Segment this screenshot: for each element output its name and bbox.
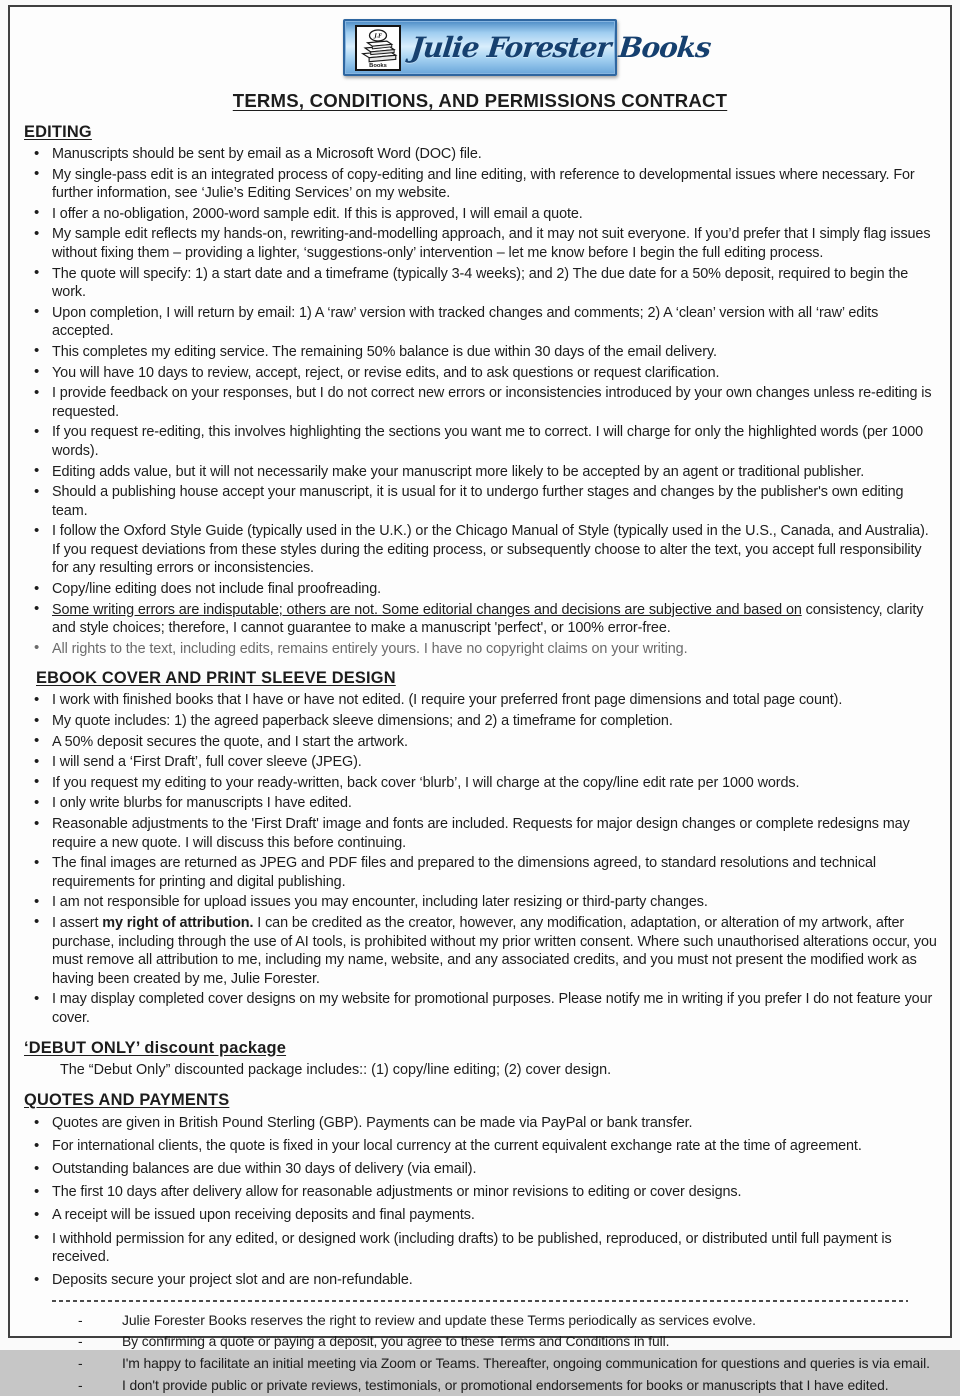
text-run: I only write blurbs for manuscripts I have edited. [52, 795, 352, 812]
text-run: Outstanding balances are due within 30 days of delivery (via email). [52, 1161, 477, 1178]
doc-title [16, 90, 944, 112]
section-heading-ebook-cover: EBOOK COVER AND PRINT SLEEVE DESIGN [36, 669, 396, 688]
text-run: A receipt will be issued upon receiving deposits and final payments. [52, 1207, 475, 1224]
section-heading-editing: EDITING [24, 123, 92, 141]
bullet-item [16, 423, 940, 460]
text-run: Reasonable adjustments to the 'First Draft' image and fonts are included. Requests for major design changes or complete redesigns may require a new quote. I will discuss this before continuing. [52, 816, 910, 851]
text-run: The quote will specify: 1) a start date and a timeframe (typically 3-4 weeks); and 2) The due date for a 50% deposit, required to begin the work. [52, 265, 909, 301]
footnote-item: - By confirming a quote or paying a deposit, you agree to these Terms and Conditions in full. [16, 1331, 944, 1353]
bullet-list [16, 1114, 944, 1290]
books-stack-icon [355, 25, 401, 71]
footnote-item: - I don't provide public or private reviews, testimonials, or promotional endorsements for books or manuscripts that I have edited. [16, 1375, 944, 1396]
bullet-item [16, 343, 940, 362]
text-run: For international clients, the quote is fixed in your local currency at the current equivalent exchange rate at the time of agreement. [52, 1138, 862, 1155]
section-debut-only [16, 1039, 944, 1080]
text-run: I assert [52, 914, 103, 931]
sections [16, 123, 944, 1290]
text-run: My quote includes: 1) the agreed paperback sleeve dimensions; and 2) a timeframe for completion. [52, 713, 673, 730]
text-run: My sample edit reflects my hands-on, rewriting-and-modelling approach, and it may not suit everyone. If you’d prefer that I simply flag issues without fixing them – providing a lighter, ‘suggestions-only’ intervention – let me know before I begin the full editing process. [52, 226, 931, 261]
text-run: Quotes are given in British Pound Sterling (GBP). Payments can be made via PayPal or bank transfer. [52, 1115, 693, 1132]
doc-header [16, 19, 944, 112]
logo-monogram: J.F [374, 33, 382, 39]
text-run: my right of attribution. [102, 914, 254, 931]
text-run: I withhold permission for any edited, or designed work (including drafts) to be published, reproduced, or distributed until full payment is received. [52, 1230, 892, 1266]
bullet-item [16, 483, 940, 520]
bullet-item [16, 990, 940, 1027]
bullet-item [16, 893, 940, 912]
bullet-item [16, 854, 940, 891]
bullet-item [16, 304, 940, 341]
text-run: If you request my editing to your ready-written, back cover ‘blurb’, I will charge at the copy/line edit rate per 1000 words. [52, 774, 800, 791]
bullet-item [16, 580, 940, 599]
text-run: This completes my editing service. The remaining 50% balance is due within 30 days of the email delivery. [52, 343, 717, 360]
section-paragraph: The “Debut Only” discounted package includes:: (1) copy/line editing; (2) cover design. [60, 1061, 612, 1078]
bullet-item [16, 1230, 940, 1267]
bullet-item [16, 166, 940, 203]
bullet-item [16, 774, 940, 793]
text-run: Should a publishing house accept your manuscript, it is usual for it to undergo further stages and changes by the publisher's own editing team. [52, 484, 904, 519]
section-heading-quotes-payments: QUOTES AND PAYMENTS [24, 1090, 230, 1109]
bullet-item [16, 914, 940, 988]
text-run: I am not responsible for upload issues you may encounter, including later resizing or third-party changes. [52, 894, 708, 911]
bullet-item [16, 384, 940, 421]
bullet-item [16, 601, 940, 638]
bullet-item [16, 205, 940, 224]
text-run: I offer a no-obligation, 2000-word sample edit. If this is approved, I will email a quote. [52, 205, 583, 222]
text-run: You will have 10 days to review, accept, reject, or revise edits, and to ask questions or request clarification. [52, 364, 720, 381]
text-run: Manuscripts should be sent by email as a Microsoft Word (DOC) file. [52, 146, 482, 162]
bullet-item [16, 691, 940, 710]
section-editing [16, 123, 944, 658]
doc-title-text: TERMS, CONDITIONS, AND PERMISSIONS CONTRACT [232, 90, 728, 111]
bullet-item [16, 145, 940, 164]
text-run: The first 10 days after delivery allow for reasonable adjustments or minor revisions to editing or cover designs. [52, 1184, 742, 1201]
text-run: I provide feedback on your responses, but I do not correct new errors or inconsistencies introduced by your own changes unless re-editing is requested. [52, 385, 932, 420]
bullet-item [16, 1160, 940, 1179]
bullet-item [16, 794, 940, 813]
text-run: If you request re-editing, this involves highlighting the sections you want me to correct. I will charge for only the highlighted words (per 1000 words). [52, 424, 923, 459]
text-run: The final images are returned as JPEG and PDF files and prepared to the dimensions agreed, to standard resolutions and technical requirements for printing and digital publishing. [52, 855, 876, 890]
bullet-item [16, 712, 940, 731]
text-run: Copy/line editing does not include final proofreading. [52, 581, 382, 598]
bullet-list [16, 145, 944, 658]
bullet-item [16, 753, 940, 772]
bullet-item [16, 640, 940, 659]
bullet-item [16, 733, 940, 752]
bullet-list [16, 691, 944, 1027]
text-run: Editing adds value, but it will not necessarily make your manuscript more likely to be accepted by an agent or traditional publisher. [52, 463, 865, 480]
footnote-item: - Julie Forester Books reserves the right to review and update these Terms periodically as services evolve. [16, 1310, 944, 1332]
text-run: Deposits secure your project slot and are non-refundable. [52, 1272, 413, 1289]
text-run: consistency, clarity and style choices; therefore, I cannot guarantee to make a manuscript 'perfect', or 100% error-free. [52, 601, 924, 637]
logo-books-label: Books [369, 62, 387, 69]
dashed-separator [52, 1300, 908, 1302]
bullet-item [16, 1271, 940, 1290]
section-ebook-cover [16, 669, 944, 1027]
text-run: I may display completed cover designs on my website for promotional purposes. Please notify me in writing if you prefer I do not feature your cover. [52, 991, 933, 1026]
section-quotes-payments [16, 1091, 944, 1290]
logo-banner [343, 19, 712, 76]
text-run: My single-pass edit is an integrated process of copy-editing and line editing, with reference to developmental issues where necessary. For further information, see ‘Julie’s Editing Services’ on my website. [52, 166, 915, 202]
text-run: I can be credited as the creator, however, any modification, adaptation, or alteration of my artwork, after purchase, including through the use of AI tools, is prohibited without my prior written consent. Where such unauthorised alterations occur, you must remove all attribution to me, including my name, website, and any associated credits, and you must not present the modified work as having been created by me, Julie Forester. [52, 914, 937, 987]
bullet-item [16, 1183, 940, 1202]
text-run: I will send a ‘First Draft’, full cover sleeve (JPEG). [52, 754, 362, 771]
doc-footer [16, 1300, 944, 1396]
bullet-item [16, 815, 940, 852]
text-run: Some writing errors are indisputable; others are not. Some editorial changes and decisions are subjective and based on [52, 601, 802, 618]
text-run: All rights to the text, including edits, remains entirely yours. I have no copyright claims on your writing. [52, 640, 688, 657]
bullet-item [16, 522, 940, 578]
bullet-item [16, 463, 940, 482]
bullet-item [16, 225, 940, 262]
section-heading-debut-only: ‘DEBUT ONLY’ discount package [24, 1038, 287, 1057]
page-frame [8, 5, 952, 1393]
footnotes [16, 1310, 944, 1396]
text-run: A 50% deposit secures the quote, and I start the artwork. [52, 733, 408, 750]
bullet-item [16, 265, 940, 302]
bullet-item [16, 1137, 940, 1156]
text-run: Upon completion, I will return by email: 1) A ‘raw’ version with tracked changes and comments; 2) A ‘clean’ version with all ‘raw’ edits accepted. [52, 304, 879, 340]
bullet-item [16, 1114, 940, 1133]
brand-name: Julie Forester Books [409, 31, 712, 64]
text-run: I follow the Oxford Style Guide (typically used in the U.K.) or the Chicago Manual of Style (typically used in the U.S., Canada, and Australia). If you request deviations from these styles during the editing process, or subsequently choose to alter the text, you accept full responsibility for any resulting errors or inconsistencies. [52, 523, 929, 577]
footnote-item: - I'm happy to facilitate an initial meeting via Zoom or Teams. Thereafter, ongoing communication for questions and queries is via email. [16, 1353, 944, 1375]
bullet-item [16, 364, 940, 383]
bullet-item [16, 1206, 940, 1225]
text-run: I work with finished books that I have or have not edited. (I require your preferred front page dimensions and total page count). [52, 692, 843, 709]
